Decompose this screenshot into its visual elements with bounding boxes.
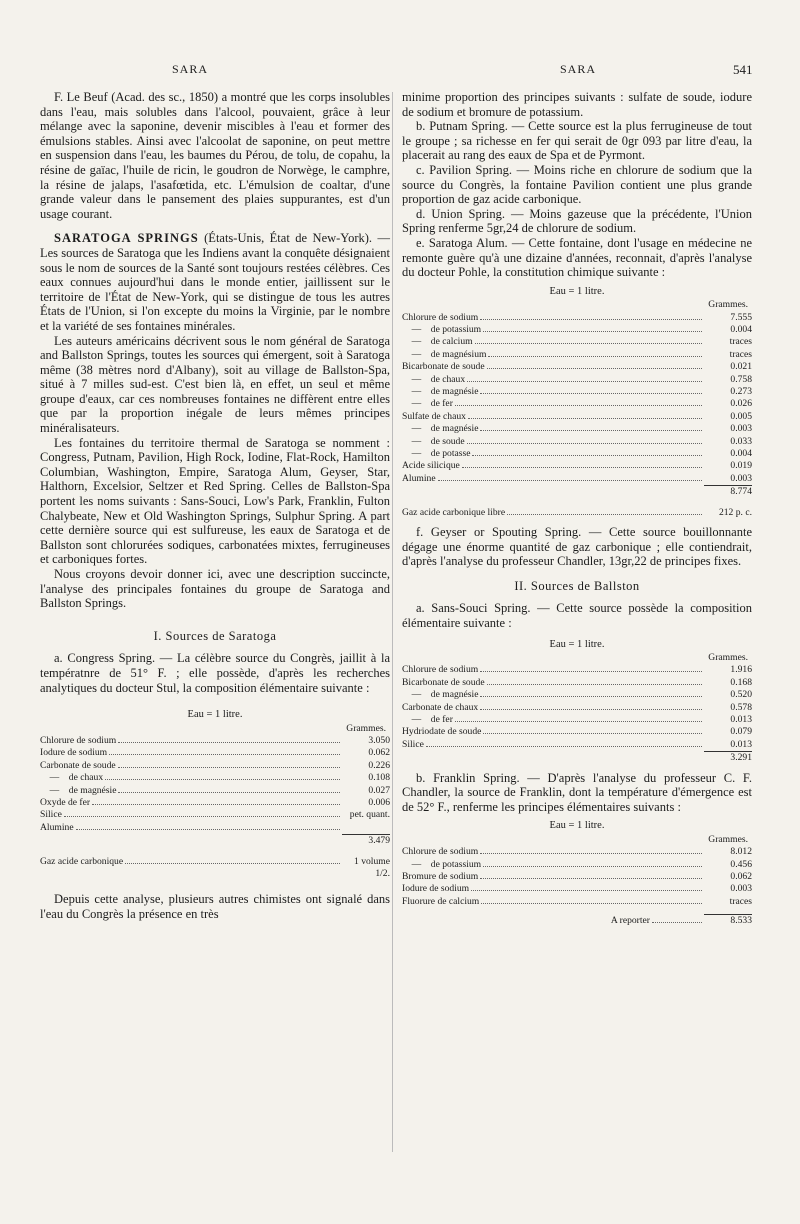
table-row	[402, 460, 752, 472]
total-value: 3.479	[342, 834, 390, 847]
paragraph: b. Franklin Spring. — D'après l'analyse du professeur C. F. Chandler, la source de Franklin, dont la température d'émergence est de 52° F., renferme les principes élémentaires suivants :	[402, 770, 752, 814]
paragraph: b. Putnam Spring. — Cette source est la plus ferrugineuse de tout le groupe ; sa richesse en fer qui serait de 0gr 093 par litre d'eau, la placerait au rang des eaux de Spa et de Pyrmont.	[402, 119, 752, 163]
table-unit: Grammes.	[708, 833, 748, 845]
table-row	[402, 859, 752, 871]
row-label: — de soude	[402, 435, 465, 447]
table-row	[402, 739, 752, 751]
table-row	[402, 436, 752, 448]
row-label: — de magnésium	[402, 348, 487, 360]
table-row	[402, 714, 752, 726]
row-value: 0.013	[730, 738, 752, 750]
row-label: Chlorure de sodium	[40, 734, 117, 746]
dot-leader	[488, 356, 702, 357]
row-label: Iodure de sodium	[402, 883, 470, 895]
row-value: 0.003	[730, 883, 752, 895]
row-label: — de chaux	[402, 373, 466, 385]
row-label: Chlorure de sodium	[402, 311, 479, 323]
row-label: — de magnésie	[402, 689, 479, 701]
dot-leader	[483, 733, 702, 734]
table-caption: Eau = 1 litre.	[549, 285, 605, 297]
dot-leader	[64, 816, 340, 817]
row-label: Gaz acide carbonique	[40, 855, 124, 867]
dot-leader	[652, 922, 702, 923]
dot-leader	[455, 405, 702, 406]
table-row	[402, 374, 752, 386]
table-row	[40, 809, 390, 821]
report-value: 8.533	[704, 914, 752, 927]
row-value: 0.021	[730, 361, 752, 373]
table-row	[402, 664, 752, 676]
row-value: 0.006	[368, 797, 390, 808]
paragraph: Depuis cette analyse, plusieurs autres chimistes ont signalé dans l'eau du Congrès la présence en très	[40, 892, 390, 922]
row-label: — de magnésie	[40, 784, 117, 796]
dot-leader	[480, 430, 702, 431]
dot-leader	[109, 754, 340, 755]
row-label: Bromure de sodium	[402, 871, 479, 883]
table-row	[40, 822, 390, 834]
row-label: Iodure de sodium	[40, 747, 108, 759]
table-caption: Eau = 1 litre.	[549, 638, 605, 650]
row-value: 0.079	[730, 726, 752, 738]
row-value: 0.758	[730, 373, 752, 385]
row-value: 7.555	[730, 311, 752, 323]
running-head-right: SARA	[560, 62, 597, 76]
row-value: 0.004	[730, 448, 752, 459]
table-row	[402, 423, 752, 435]
table-row	[40, 797, 390, 809]
paragraph: Les fontaines du territoire thermal de Saratoga se nomment : Congress, Putnam, Pavilion, High Rock, Iodine, Flat-Rock, Hamilton Columbian, Washington, Empire, Saratoga Alum, Geyser, Star, Halthorn, Excelsior, Seltzer et Red Spring. Celles de Ballston-Spa portent les noms suivants : Sans-Souci, Low's Park, Franklin, Fulton Chalybeate, New et Old Washington Springs, Sulphur Spring. A part cette dernière source qui est sulfureuse, les eaux de Saratoga et de Ballston sont chlorurées sodiques, carbonatées mixtes, ferrugineuses et carboniques fortes.	[40, 435, 390, 567]
table-unit: Grammes.	[708, 652, 748, 663]
analysis-table	[402, 820, 752, 927]
analysis-table	[402, 286, 752, 519]
dot-leader	[480, 878, 702, 879]
row-label: Sulfate de chaux	[402, 410, 466, 422]
row-value: 0.062	[730, 871, 752, 883]
row-value: 0.003	[730, 423, 752, 435]
table-row	[402, 336, 752, 348]
dot-leader	[480, 393, 702, 394]
row-value: 1 volume 1/2.	[354, 855, 390, 880]
table-caption: Eau = 1 litre.	[549, 820, 605, 832]
row-label: — de calcium	[402, 336, 473, 348]
table-row	[402, 677, 752, 689]
table-row	[402, 398, 752, 410]
row-value: 212 p. c.	[718, 506, 752, 518]
table-unit: Grammes.	[346, 722, 386, 734]
row-label: — de magnésie	[402, 385, 479, 397]
row-label: Carbonate de chaux	[402, 701, 479, 713]
table-row	[402, 846, 752, 858]
column-divider	[392, 92, 393, 1152]
dot-leader	[480, 671, 702, 672]
row-label: Chlorure de sodium	[402, 664, 479, 676]
row-label: Oxyde de fer	[40, 797, 91, 808]
row-value: 0.005	[730, 410, 752, 422]
row-label: Silice	[40, 809, 62, 821]
dot-leader	[507, 514, 702, 515]
dot-leader	[480, 319, 702, 320]
row-label: Bicarbonate de soude	[402, 361, 485, 373]
table-caption: Eau = 1 litre.	[187, 709, 243, 721]
page-number: 541	[733, 62, 753, 77]
running-head-left: SARA	[172, 62, 209, 76]
table-unit: Grammes.	[708, 299, 748, 311]
row-value: 1.916	[730, 664, 752, 676]
table-total	[402, 751, 752, 764]
row-value: 0.027	[368, 784, 390, 796]
table-row	[402, 361, 752, 373]
table-row	[402, 411, 752, 423]
row-value: 3.050	[368, 734, 390, 746]
row-value: 0.273	[730, 385, 752, 397]
dot-leader	[105, 779, 340, 780]
row-label: — de potassium	[402, 858, 482, 870]
row-value: 0.456	[730, 858, 752, 870]
dot-leader	[483, 331, 702, 332]
paragraph: Nous croyons devoir donner ici, avec une description succincte, l'analyse des principales fontaines du groupe de Saratoga and Ballston Springs.	[40, 567, 390, 611]
dot-leader	[475, 343, 702, 344]
row-value: 0.019	[730, 460, 752, 472]
row-label: Chlorure de sodium	[402, 846, 479, 858]
section-heading: II. Sources de Ballston	[514, 578, 640, 593]
table-row	[402, 312, 752, 324]
dot-leader	[467, 381, 702, 382]
table-row	[402, 473, 752, 485]
dot-leader	[487, 684, 702, 685]
table-row	[402, 324, 752, 336]
table-row	[40, 785, 390, 797]
row-label: Gaz acide carbonique libre	[402, 506, 506, 518]
row-label: — de chaux	[40, 772, 104, 784]
row-value: 0.168	[730, 676, 752, 688]
dot-leader	[472, 455, 702, 456]
table-row	[402, 702, 752, 714]
table-total	[40, 834, 390, 847]
row-value: 8.012	[730, 846, 752, 858]
row-value: 0.013	[730, 714, 752, 726]
dot-leader	[471, 890, 702, 891]
right-column	[402, 90, 752, 934]
row-value: traces	[729, 895, 752, 907]
paragraph: e. Saratoga Alum. — Cette fontaine, dont l'usage en médecine ne remonte guère qu'à une dizaine d'années, reconnait, d'après l'analyse du docteur Pohle, la constitution chimique suivante :	[402, 235, 752, 280]
table-row	[40, 760, 390, 772]
dot-leader	[118, 742, 340, 743]
paragraph: d. Union Spring. — Moins gazeuse que la précédente, l'Union Spring renferme 5gr,24 de chlorure de sodium.	[402, 206, 752, 236]
analysis-table	[402, 639, 752, 765]
row-value: 0.108	[368, 772, 390, 784]
table-row	[402, 448, 752, 460]
dot-leader	[455, 721, 702, 722]
row-value: traces	[729, 348, 752, 360]
row-label: — de magnésie	[402, 423, 479, 435]
table-row	[402, 726, 752, 738]
dot-leader	[480, 696, 702, 697]
row-value: 0.004	[730, 323, 752, 335]
section-heading: I. Sources de Saratoga	[153, 628, 277, 643]
paragraph: a. Congress Spring. — La célèbre source du Congrès, jaillit à la températnre de 51° F. ; elle possède, d'après les recherches analytiques du docteur Stul, la composition élémentaire suivante :	[40, 651, 390, 695]
dot-leader	[438, 480, 702, 481]
table-row	[40, 856, 390, 881]
row-label: — de potassium	[402, 323, 482, 335]
left-column	[40, 90, 390, 922]
table-row	[402, 883, 752, 895]
row-value: 0.026	[730, 398, 752, 410]
row-value: 0.003	[730, 472, 752, 484]
row-label: Alumine	[40, 821, 74, 833]
table-row	[40, 772, 390, 784]
paragraph: Les auteurs américains décrivent sous le nom général de Saratoga and Ballston Springs, toutes les sources qui émergent, soit à Saratoga même (38 mètres nord d'Albany), soit au village de Ballston-Spa, situé à 7 milles sud-est. C'est bien là, en effet, un seul et même groupe d'eaux, car ces nombreuses fontaines ne diffèrent entre elles que par la proportion inégale de leurs mêmes principes minéralisateurs.	[40, 333, 390, 436]
row-label: Fluorure de calcium	[402, 895, 480, 907]
table-row	[402, 871, 752, 883]
dot-leader	[76, 829, 340, 830]
dot-leader	[480, 709, 702, 710]
total-value: 3.291	[704, 751, 752, 764]
table-row	[402, 507, 752, 519]
row-value: 0.578	[730, 701, 752, 713]
dot-leader	[481, 903, 702, 904]
dot-leader	[426, 746, 702, 747]
table-total	[402, 485, 752, 498]
dot-leader	[468, 418, 702, 419]
paragraph: f. Geyser or Spouting Spring. — Cette source bouillonnante dégage une énorme quantité de gaz carbonique ; elle contiendrait, d'après l'analyse du professeur Chandler, 13gr,22 de principes fixes.	[402, 525, 752, 569]
row-value: pet. quant.	[349, 809, 390, 821]
dot-leader	[462, 467, 702, 468]
row-value: 0.062	[368, 747, 390, 759]
row-label: Silice	[402, 738, 424, 750]
table-row	[40, 735, 390, 747]
paragraph: minime proportion des principes suivants : sulfate de soude, iodure de sodium et bromure de potassium.	[402, 90, 752, 119]
report-label: A reporter	[610, 915, 650, 927]
table-row	[402, 689, 752, 701]
dot-leader	[92, 804, 340, 805]
paragraph: SARATOGA SPRINGS (États-Unis, État de New-York). — Les sources de Saratoga que les Indiens avant la conquête désignaient sous le nom de sources de la Santé sont toujours restées célèbres. Ces eaux connues aujourd'hui dans le monde entier, jaillissent sur le territoire de l'État de New-York, qui se distingue de tous les autres États de l'Union, si l'on excepte du moins la Virginie, par le nombre et la variété de ses fontaines minérales.	[40, 231, 391, 333]
dot-leader	[483, 866, 702, 867]
row-label: Alumine	[402, 472, 436, 484]
dot-leader	[467, 443, 702, 444]
paragraph: c. Pavilion Spring. — Moins riche en chlorure de sodium que la source du Congrès, la fontaine Pavilion contient une plus grande proportion de gaz acide carbonique.	[402, 162, 752, 207]
dot-leader	[480, 853, 702, 854]
row-value: 0.226	[368, 759, 390, 771]
table-row	[402, 386, 752, 398]
row-label: Hydriodate de soude	[402, 726, 482, 738]
row-label: Bicarbonate de soude	[402, 676, 485, 688]
dot-leader	[118, 792, 340, 793]
analysis-table	[40, 709, 390, 880]
report-row	[402, 914, 752, 927]
paragraph: a. Sans-Souci Spring. — Cette source possède la composition élémentaire suivante :	[402, 601, 752, 630]
table-row	[40, 747, 390, 759]
table-row	[402, 349, 752, 361]
row-value: traces	[729, 336, 752, 348]
paragraph: F. Le Beuf (Acad. des sc., 1850) a montré que les corps insolubles dans l'eau, mais solubles dans l'alcool, pouvaient, grâce à leur mélange avec la saponine, devenir miscibles à l'eau et former des émulsions stables. Ainsi avec l'alcoolat de saponine, on peut mettre en suspension dans l'eau, les baumes du Pérou, de tolu, de copahu, la résine de gaïac, l'huile de ricin, le goudron de Norwège, le camphre, la résine de jalaps, l'asafœtida, etc. L'émulsion de coaltar, d'une grande valeur dans le pansement des plaies suppurantes, est d'un usage courant.	[40, 90, 390, 221]
dot-leader	[118, 767, 340, 768]
dot-leader	[487, 368, 702, 369]
table-row	[402, 896, 752, 908]
row-label: — de fer	[402, 714, 453, 726]
row-label: Acide silicique	[402, 460, 460, 472]
entry-heading: SARATOGA SPRINGS	[54, 231, 199, 246]
row-value: 0.033	[730, 435, 752, 447]
row-label: — de potasse	[402, 448, 471, 459]
row-value: 0.520	[730, 689, 752, 701]
row-label: Carbonate de soude	[40, 759, 116, 771]
dot-leader	[125, 863, 340, 864]
total-value: 8.774	[704, 485, 752, 498]
row-label: — de fer	[402, 398, 453, 410]
